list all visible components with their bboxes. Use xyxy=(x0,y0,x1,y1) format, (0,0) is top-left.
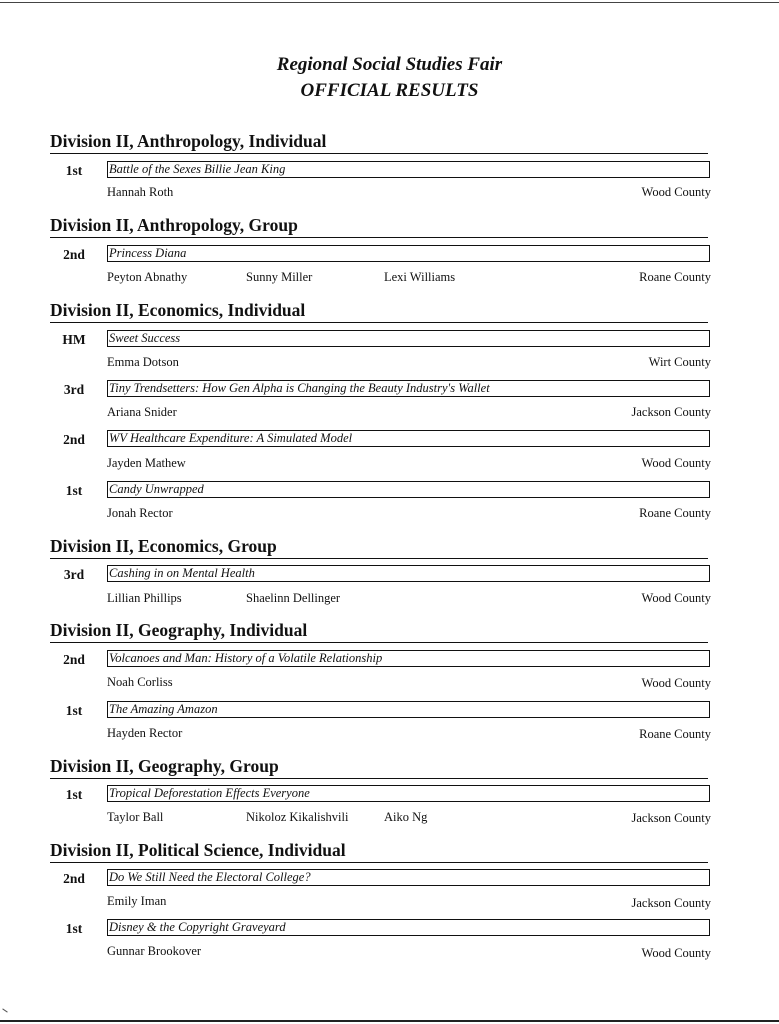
entry-student: Lexi Williams xyxy=(384,270,456,284)
entry-county: Roane County xyxy=(639,270,711,284)
entry-student: Lillian Phillips xyxy=(107,591,182,605)
entry-project-title: Candy Unwrapped xyxy=(107,481,710,498)
entry-place: 1st xyxy=(65,921,83,936)
entry-county: Jackson County xyxy=(631,405,711,419)
entry-place: 2nd xyxy=(63,652,85,667)
entry-place: 2nd xyxy=(63,247,85,262)
division-heading: Division II, Economics, Group xyxy=(50,536,708,559)
entry-student: Nikoloz Kikalishvili xyxy=(246,810,349,824)
scan-edge-top xyxy=(0,2,779,3)
entry-county: Wood County xyxy=(641,591,711,605)
entry-project-title: Cashing in on Mental Health xyxy=(107,565,710,582)
entry-place: 1st xyxy=(65,483,83,498)
entry-student: Emma Dotson xyxy=(107,355,179,369)
entry-student: Aiko Ng xyxy=(384,810,428,824)
entry-student: Taylor Ball xyxy=(107,810,164,824)
entry-student: Jonah Rector xyxy=(107,506,173,520)
entry-county: Wirt County xyxy=(648,355,711,369)
entry-student: Shaelinn Dellinger xyxy=(246,591,341,605)
entry-project-title: Tropical Deforestation Effects Everyone xyxy=(107,785,710,802)
entry-student: Sunny Miller xyxy=(246,270,313,284)
entry-county: Wood County xyxy=(641,456,711,470)
entry-place: 3rd xyxy=(63,567,85,582)
division-heading: Division II, Economics, Individual xyxy=(50,300,708,323)
entry-place: 1st xyxy=(65,703,83,718)
scan-edge-bottom xyxy=(0,1020,779,1022)
entry-county: Jackson County xyxy=(631,896,711,910)
entry-place: 1st xyxy=(65,163,83,178)
division-heading: Division II, Political Science, Individual xyxy=(50,840,708,863)
entry-county: Roane County xyxy=(639,727,711,741)
entry-county: Wood County xyxy=(641,185,711,199)
entry-place: 2nd xyxy=(63,432,85,447)
entry-place: 1st xyxy=(65,787,83,802)
entry-project-title: Sweet Success xyxy=(107,330,710,347)
entry-student: Noah Corliss xyxy=(107,675,173,689)
entry-project-title: Princess Diana xyxy=(107,245,710,262)
entry-student: Peyton Abnathy xyxy=(107,270,188,284)
document-subtitle: OFFICIAL RESULTS xyxy=(300,80,479,101)
entry-county: Roane County xyxy=(639,506,711,520)
document-title: Regional Social Studies Fair xyxy=(276,54,503,75)
entry-project-title: WV Healthcare Expenditure: A Simulated Model xyxy=(107,430,710,447)
entry-county: Wood County xyxy=(641,946,711,960)
entry-project-title: The Amazing Amazon xyxy=(107,701,710,718)
entry-student: Hannah Roth xyxy=(107,185,174,199)
entry-student: Ariana Snider xyxy=(107,405,177,419)
scan-artifact xyxy=(2,1008,7,1012)
division-heading: Division II, Geography, Individual xyxy=(50,620,708,643)
entry-county: Jackson County xyxy=(631,811,711,825)
entry-student: Gunnar Brookover xyxy=(107,944,202,958)
entry-place: HM xyxy=(62,332,86,347)
entry-student: Hayden Rector xyxy=(107,726,183,740)
entry-student: Jayden Mathew xyxy=(107,456,186,470)
entry-place: 3rd xyxy=(63,382,85,397)
entry-student: Emily Iman xyxy=(107,894,167,908)
entry-project-title: Battle of the Sexes Billie Jean King xyxy=(107,161,710,178)
entry-project-title: Volcanoes and Man: History of a Volatile Relationship xyxy=(107,650,710,667)
entry-project-title: Tiny Trendsetters: How Gen Alpha is Changing the Beauty Industry's Wallet xyxy=(107,380,710,397)
entry-county: Wood County xyxy=(641,676,711,690)
division-heading: Division II, Geography, Group xyxy=(50,756,708,779)
division-heading: Division II, Anthropology, Individual xyxy=(50,131,708,154)
entry-project-title: Do We Still Need the Electoral College? xyxy=(107,869,710,886)
entry-project-title: Disney & the Copyright Graveyard xyxy=(107,919,710,936)
division-heading: Division II, Anthropology, Group xyxy=(50,215,708,238)
entry-place: 2nd xyxy=(63,871,85,886)
